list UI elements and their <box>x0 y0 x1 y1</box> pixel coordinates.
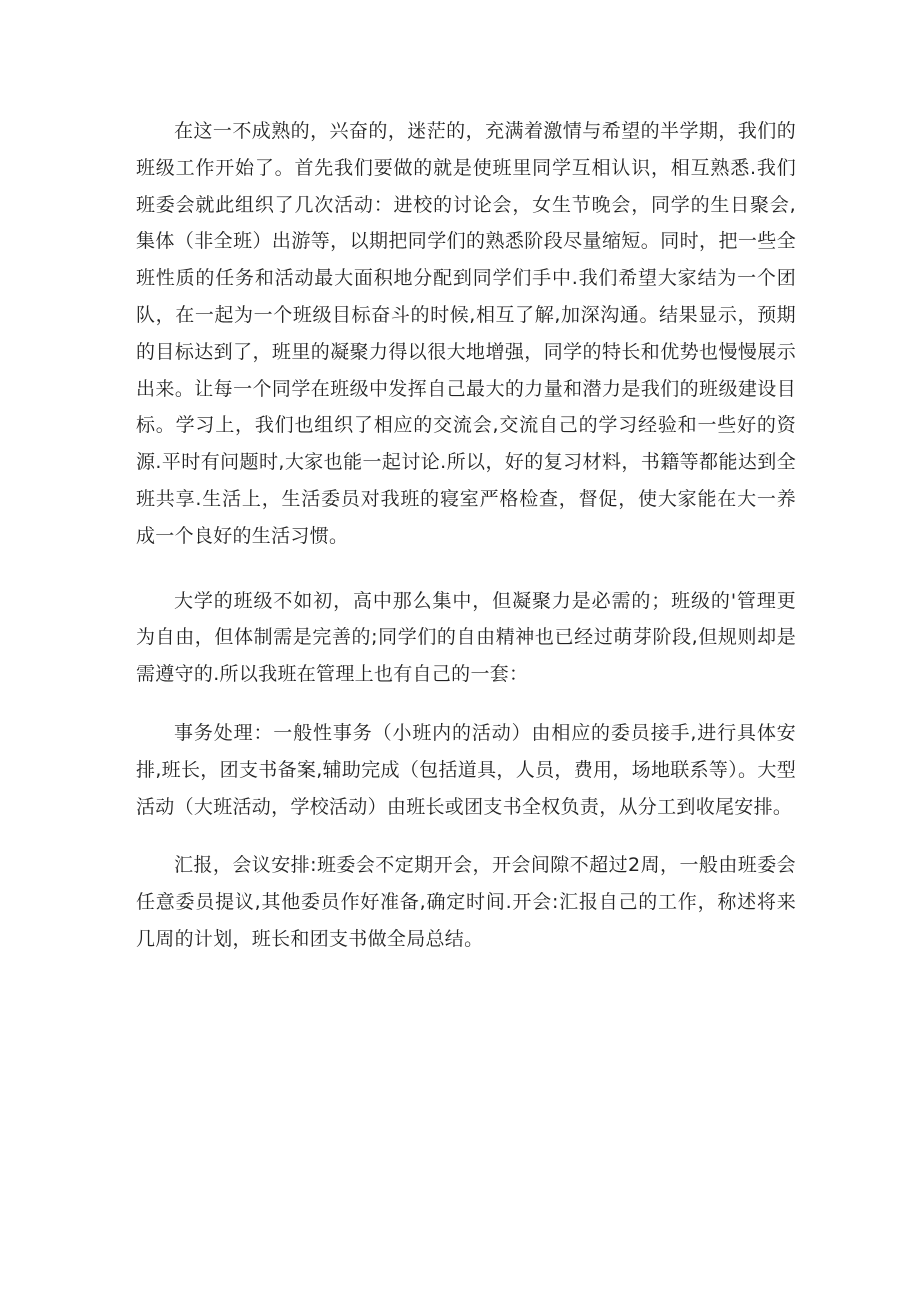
document-body <box>136 113 796 958</box>
paragraph-class-management: 大学的班级不如初，高中那么集中，但凝聚力是必需的；班级的'管理更为自由，但体制需是完善的;同学们的自由精神也已经过萌芽阶段,但规则却是需遵守的.所以我班在管理上也有自己的一套： <box>136 589 796 686</box>
paragraph-meeting-arrangement: 汇报，会议安排:班委会不定期开会，开会间隙不超过2周，一般由班委会任意委员提议,其他委员作好准备,确定时间.开会:汇报自己的工作，称述将来几周的计划，班长和团支书做全局总结。 <box>136 854 796 950</box>
paragraph-affairs-handling: 事务处理：一般性事务（小班内的活动）由相应的委员接手,进行具体安排,班长，团支书备案,辅助完成（包括道具，人员，费用，场地联系等）。大型活动（大班活动，学校活动）由班长或团支书全权负责，从分工到收尾安排。 <box>136 721 796 818</box>
paragraph-class-work-start: 在这一不成熟的，兴奋的，迷茫的，充满着激情与希望的半学期，我们的班级工作开始了。首先我们要做的就是使班里同学互相认识，相互熟悉.我们班委会就此组织了几次活动：进校的讨论会，女生节晚会，同学的生日聚会,集体（非全班）出游等，以期把同学们的熟悉阶段尽量缩短。同时，把一些全班性质的任务和活动最大面积地分配到同学们手中.我们希望大家结为一个团队，在一起为一个班级目标奋斗的时候,相互了解,加深沟通。结果显示，预期的目标达到了，班里的凝聚力得以很大地增强，同学的特长和优势也慢慢展示出来。让每一个同学在班级中发挥自己最大的力量和潜力是我们的班级建设目标。学习上，我们也组织了相应的交流会,交流自己的学习经验和一些好的资源.平时有问题时,大家也能一起讨论.所以，好的复习材料，书籍等都能达到全班共享.生活上，生活委员对我班的寝室严格检查，督促，使大家能在大一养成一个良好的生活习惯。 <box>136 120 796 547</box>
